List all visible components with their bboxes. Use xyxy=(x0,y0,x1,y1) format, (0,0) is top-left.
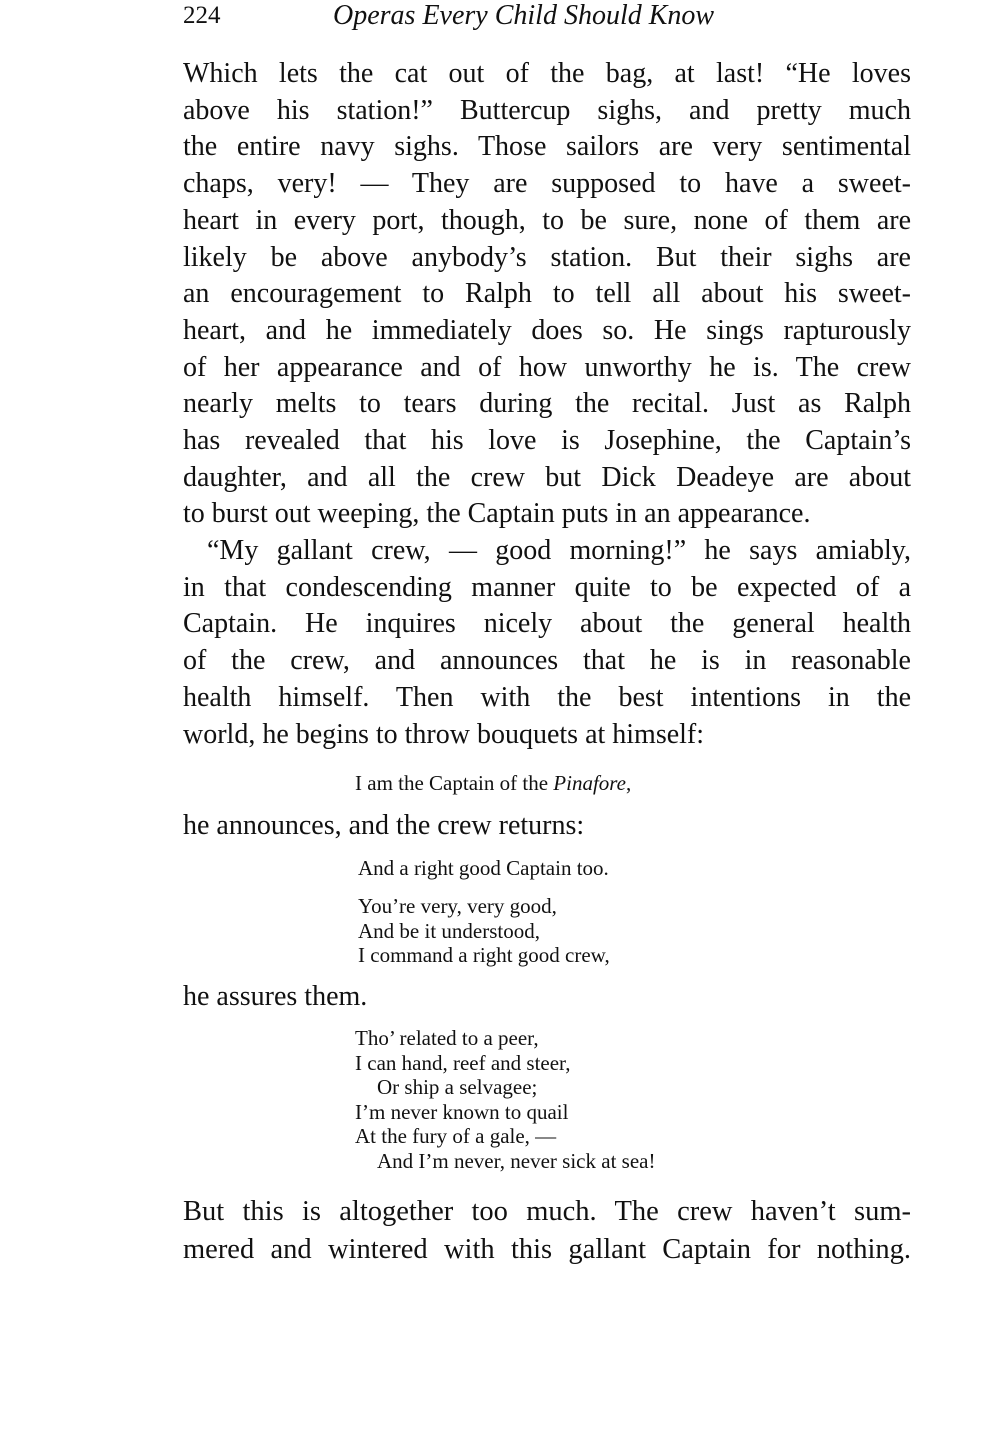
verse-line: And a right good Captain too. xyxy=(358,856,609,880)
text-line: “My gallant crew, — good morning!” he says amiably, xyxy=(207,535,911,566)
paragraph-1 xyxy=(183,56,911,533)
verse-line: I can hand, reef and steer, xyxy=(355,1050,571,1075)
verse-captain-reply xyxy=(358,894,610,968)
bridge-text-2: he assures them. xyxy=(183,981,368,1012)
paragraph-2 xyxy=(183,533,911,753)
verse-line: I command a right good crew, xyxy=(358,943,610,967)
text-line: world, he begins to throw bouquets at himself: xyxy=(183,718,705,750)
text-line: daughter, and all the crew but Dick Deadeye are about xyxy=(183,461,911,493)
text-line: mered and wintered with this gallant Captain for nothing. xyxy=(183,1233,911,1265)
text-line: heart, and he immediately does so. He sings rapturously xyxy=(183,314,911,346)
text-line: heart in every port, though, to be sure, none of them are xyxy=(183,204,911,236)
paragraph-3 xyxy=(183,1193,911,1268)
page-number: 224 xyxy=(183,2,221,29)
verse-line: Or ship a selvagee; xyxy=(377,1075,538,1099)
verse-line: At the fury of a gale, — xyxy=(355,1124,557,1148)
text-line: nearly melts to tears during the recital. Just as Ralph xyxy=(183,388,911,420)
text-line: in that condescending manner quite to be expected of a xyxy=(183,571,911,603)
text-line: above his station!” Buttercup sighs, and pretty much xyxy=(183,94,911,126)
text-line: has revealed that his love is Josephine, the Captain’s xyxy=(183,425,911,457)
bridge-text-1: he announces, and the crew returns: xyxy=(183,810,585,841)
verse-punctuation: , xyxy=(626,771,632,795)
verse-line xyxy=(355,771,631,796)
page-header xyxy=(183,0,763,36)
text-line: Captain. He inquires nicely about the general health xyxy=(183,608,911,640)
ship-name: Pinafore xyxy=(553,771,626,795)
text-line: likely be above anybody’s station. But their sighs are xyxy=(183,241,911,273)
verse-line: And I’m never, never sick at sea! xyxy=(377,1148,656,1173)
verse-text: I am the Captain of the xyxy=(355,771,554,795)
text-line: health himself. Then with the best intentions in the xyxy=(183,681,911,713)
text-line: to burst out weeping, the Captain puts in an appearance. xyxy=(183,498,811,530)
verse-captain xyxy=(355,771,631,796)
text-line: of the crew, and announces that he is in reasonable xyxy=(183,645,911,677)
text-line: Which lets the cat out of the bag, at last! “He loves xyxy=(183,58,911,89)
text-line: But this is altogether too much. The crew haven’t sum- xyxy=(183,1196,911,1227)
verse-crew-reply xyxy=(358,856,609,881)
text-line: chaps, very! — They are supposed to have a sweet- xyxy=(183,168,911,200)
verse-sea xyxy=(355,1026,655,1173)
text-line: an encouragement to Ralph to tell all about his sweet- xyxy=(183,278,911,310)
running-title: Operas Every Child Should Know xyxy=(333,0,715,31)
verse-line: I’m never known to quail xyxy=(355,1099,569,1124)
verse-line: Tho’ related to a peer, xyxy=(355,1026,539,1050)
verse-line: You’re very, very good, xyxy=(358,894,557,918)
text-line: of her appearance and of how unworthy he is. The crew xyxy=(183,351,911,383)
verse-line: And be it understood, xyxy=(358,918,540,943)
text-line: the entire navy sighs. Those sailors are very sentimental xyxy=(183,131,911,163)
